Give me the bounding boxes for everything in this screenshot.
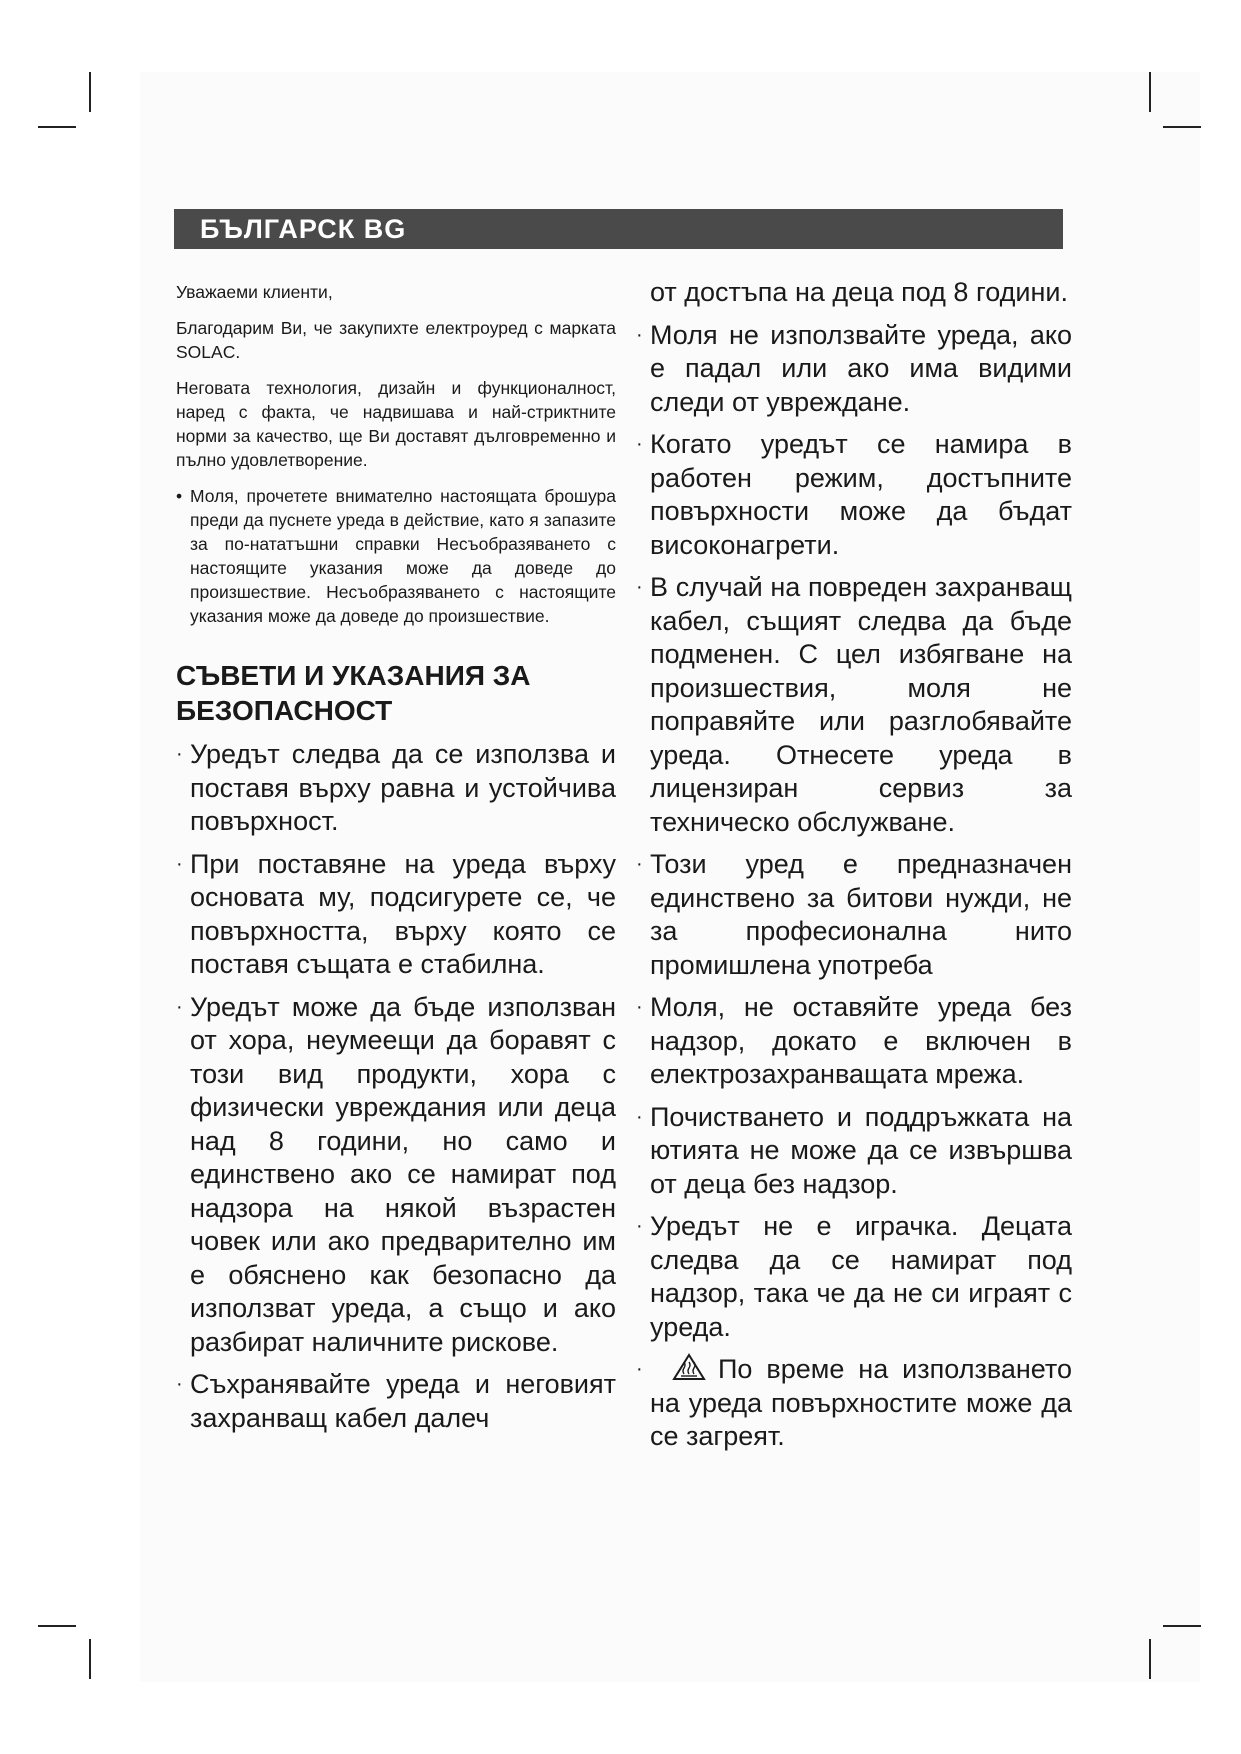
bullet-icon: ·	[636, 576, 643, 598]
safety-item	[176, 1368, 616, 1435]
bullet-icon: •	[176, 486, 183, 506]
greeting: Уважаеми клиенти,	[176, 282, 333, 302]
safety-item	[176, 991, 616, 1360]
safety-item	[636, 848, 1072, 982]
left-column	[176, 280, 616, 1444]
crop-mark	[1149, 72, 1151, 112]
safety-item-text: Моля, не оставяйте уреда без надзор, докато е включен в електрозахранващата мрежа.	[650, 992, 1072, 1089]
bullet-icon: ·	[636, 853, 643, 875]
safety-item	[176, 738, 616, 839]
safety-item-text: При поставяне на уреда върху основата му, подсигурете се, че повърхността, върху която се поставя същата е стабилна.	[190, 848, 616, 979]
safety-item	[636, 428, 1072, 562]
read-notice-text: Моля, прочетете внимателно настоящата брошура преди да пуснете уреда в действие, като я запазите за по-нататъшни справки Несъобразяването с настоящите указания може да доведе до произшествие. Несъобразяването с настоящите указания може да доведе до произшествие.	[190, 486, 616, 626]
safety-item-text: Уредът не е играчка. Децата следва да се намират под надзор, така че да не си играят с уреда.	[650, 1211, 1072, 1342]
bullet-icon: ·	[176, 995, 183, 1018]
bullet-icon: ·	[176, 743, 183, 765]
bullet-icon: ·	[636, 1215, 643, 1237]
bullet-icon: ·	[176, 1373, 183, 1395]
bullet-icon: ·	[636, 996, 643, 1018]
bullet-icon: ·	[176, 852, 183, 875]
safety-item-text: Уредът може да бъде използван от хора, неумеещи да боравят с този вид продукти, хора с физически увреждания или деца над 8 години, но само и единствено ако се намират под надзора на някой възрастен човек или ако предварително им е обяснено как безопасно да използват уреда, а също и ако разбират наличните рискове.	[190, 991, 616, 1357]
bullet-icon: ·	[636, 1105, 643, 1128]
safety-item-text: Този уред е предназначен единствено за битови нужди, не за професионална нито промишлена употреба	[650, 849, 1072, 980]
safety-item	[636, 571, 1072, 839]
right-column	[636, 276, 1072, 1463]
safety-item-text: В случай на повреден захранващ кабел, същият следва да бъде подменен. С цел избягване на произшествия, моля не поправяйте или разглобявайте уреда. Отнесете уреда в лицензиран сервиз за техническо обслужване.	[650, 572, 1072, 837]
safety-item-text: Почистването и поддръжката на ютията не може да се извършва от деца без надзор.	[650, 1101, 1072, 1199]
crop-mark	[38, 1625, 76, 1627]
safety-item-text: Уредът следва да се използва и поставя върху равна и устойчива повърхност.	[190, 739, 616, 836]
safety-item	[636, 1101, 1072, 1202]
bullet-icon: ·	[636, 1358, 643, 1380]
safety-item-text: Съхранявайте уреда и неговият захранващ кабел далеч	[190, 1369, 616, 1433]
crop-mark	[89, 1639, 91, 1679]
crop-mark	[1149, 1639, 1151, 1679]
thanks-paragraph: Благодарим Ви, че закупихте електроуред с марката SOLAC.	[176, 318, 616, 362]
safety-item	[636, 319, 1072, 420]
safety-title: СЪВЕТИ И УКАЗАНИЯ ЗА БЕЗОПАСНОСТ	[176, 660, 531, 726]
bullet-icon: ·	[636, 323, 643, 346]
safety-item-text: Когато уредът се намира в работен режим, достъпните повърхности може да бъдат високонагрети.	[650, 429, 1072, 560]
hot-surface-warning	[636, 1353, 1072, 1454]
crop-mark	[1163, 126, 1201, 128]
safety-item	[636, 1210, 1072, 1344]
crop-mark	[1163, 1625, 1201, 1627]
language-header: БЪЛГАРСК BG	[174, 209, 1063, 249]
crop-mark	[89, 72, 91, 112]
safety-item	[176, 848, 616, 982]
bullet-icon: ·	[636, 433, 643, 455]
safety-item	[636, 991, 1072, 1092]
crop-mark	[38, 126, 76, 128]
safety-item-continuation: от достъпа на деца под 8 години.	[650, 277, 1068, 307]
hot-surface-warning-text: По време на използването на уреда повърхностите може да се загреят.	[650, 1354, 1072, 1451]
read-notice	[176, 484, 616, 628]
technology-paragraph: Неговата технология, дизайн и функционалност, наред с факта, че надвишава и най-стриктните норми за качество, ще Ви доставят дълговременно и пълно удовлетворение.	[176, 378, 616, 470]
safety-item-text: Моля не използвайте уреда, ако е падал или ако има видими следи от увреждане.	[650, 319, 1072, 417]
hot-surface-icon	[672, 1353, 706, 1381]
